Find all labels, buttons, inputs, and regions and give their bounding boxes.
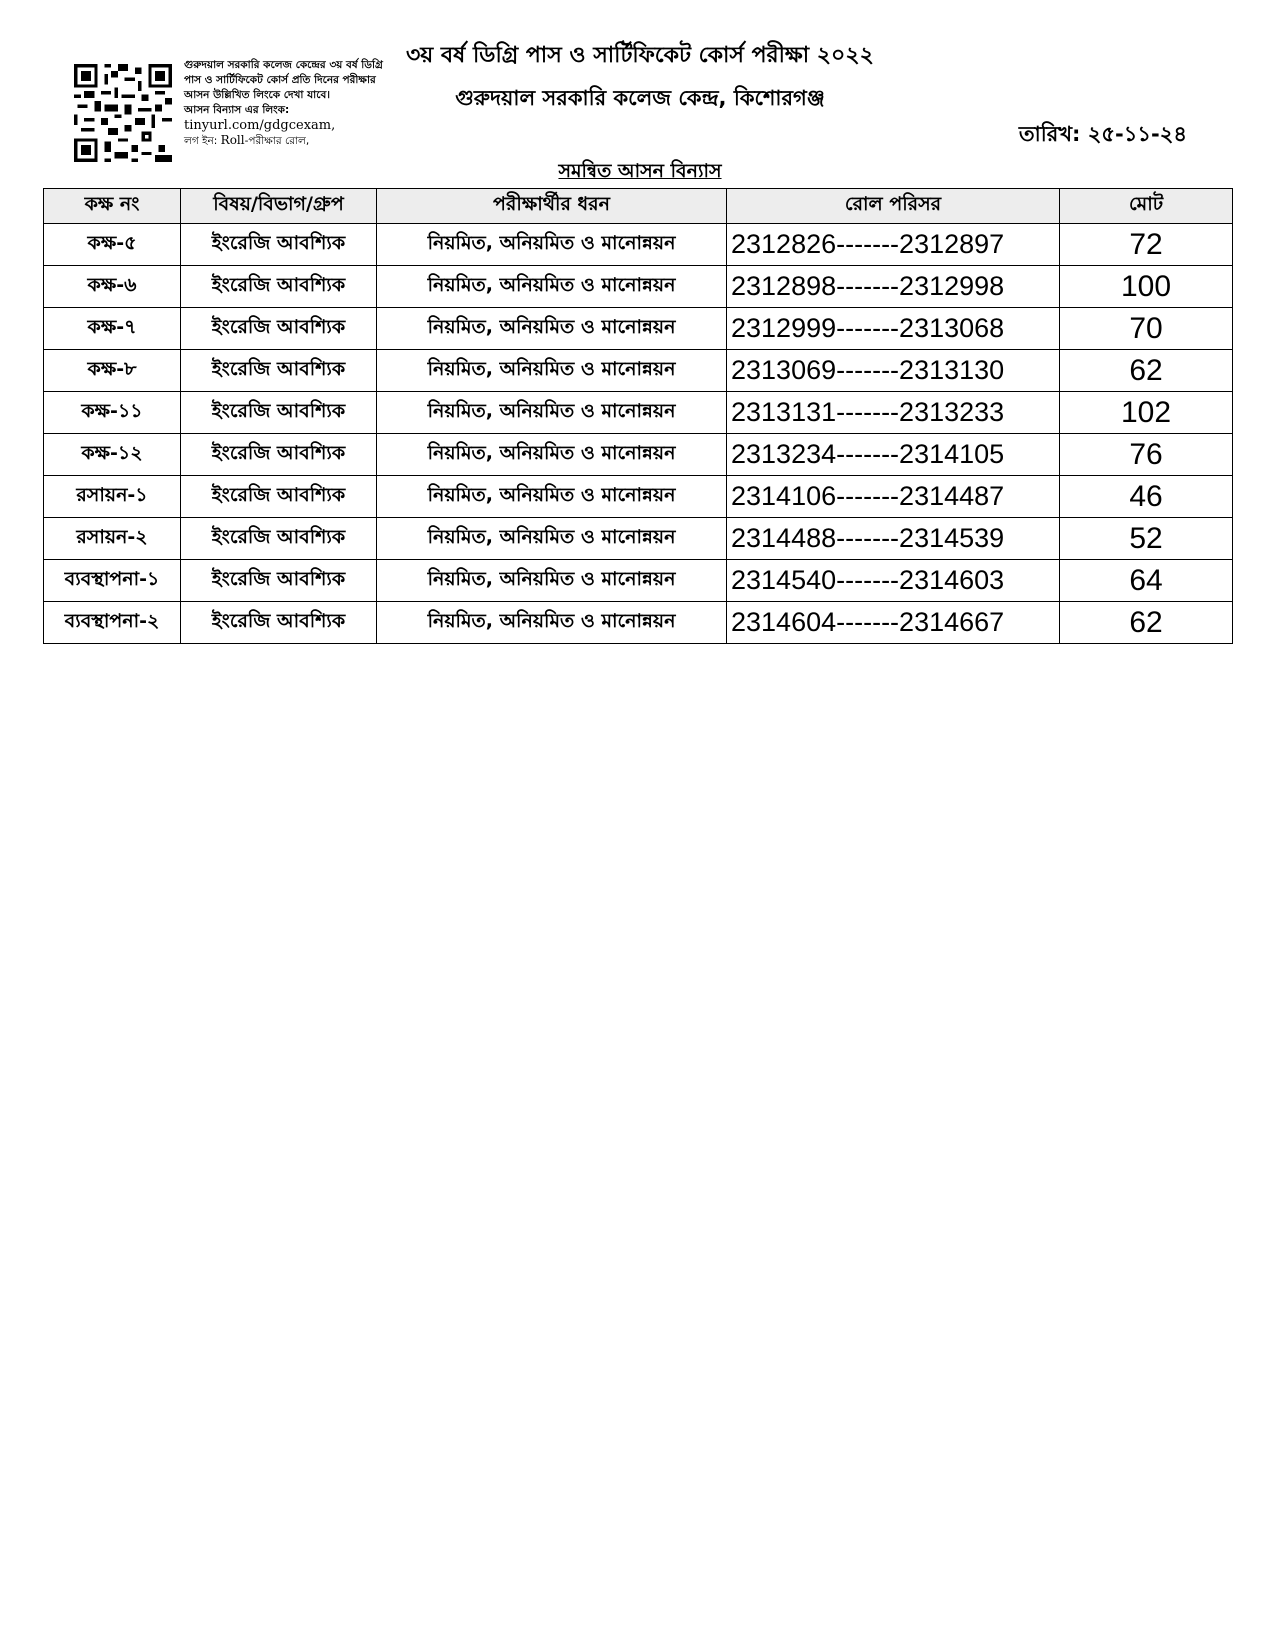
qr-link-label: আসন বিন্যাস এর লিংক: xyxy=(184,104,290,116)
cell-roll-range: 2314106-------2314487 xyxy=(727,476,1060,518)
qr-link-url[interactable]: tinyurl.com/gdgcexam, xyxy=(184,118,336,133)
cell-type: নিয়মিত, অনিয়মিত ও মানোন্নয়ন xyxy=(377,476,727,518)
cell-subject: ইংরেজি আবশ্যিক xyxy=(181,560,377,602)
cell-type: নিয়মিত, অনিয়মিত ও মানোন্নয়ন xyxy=(377,518,727,560)
cell-total: 76 xyxy=(1060,434,1233,476)
cell-type: নিয়মিত, অনিয়মিত ও মানোন্নয়ন xyxy=(377,434,727,476)
table-row xyxy=(44,560,1233,602)
qr-login-hint xyxy=(184,133,384,149)
cell-total: 62 xyxy=(1060,602,1233,644)
exam-date: তারিখ: ২৫-১১-২৪ xyxy=(1018,122,1187,146)
cell-room: কক্ষ-১১ xyxy=(44,392,181,434)
cell-room: রসায়ন-১ xyxy=(44,476,181,518)
cell-room: ব্যবস্থাপনা-২ xyxy=(44,602,181,644)
cell-total: 102 xyxy=(1060,392,1233,434)
cell-subject: ইংরেজি আবশ্যিক xyxy=(181,224,377,266)
cell-subject: ইংরেজি আবশ্যিক xyxy=(181,476,377,518)
cell-room: রসায়ন-২ xyxy=(44,518,181,560)
table-row xyxy=(44,266,1233,308)
cell-room: কক্ষ-৮ xyxy=(44,350,181,392)
cell-room: কক্ষ-৬ xyxy=(44,266,181,308)
cell-total: 100 xyxy=(1060,266,1233,308)
page-subtitle: গুরুদয়াল সরকারি কলেজ কেন্দ্র, কিশোরগঞ্জ xyxy=(455,86,825,110)
qr-code-icon xyxy=(74,64,172,162)
table-row xyxy=(44,350,1233,392)
table-row xyxy=(44,308,1233,350)
table-title xyxy=(330,157,950,189)
col-header-subject: বিষয়/বিভাগ/গ্রুপ xyxy=(181,189,377,224)
cell-subject: ইংরেজি আবশ্যিক xyxy=(181,266,377,308)
table-row xyxy=(44,434,1233,476)
cell-subject: ইংরেজি আবশ্যিক xyxy=(181,602,377,644)
cell-roll-range: 2314488-------2314539 xyxy=(727,518,1060,560)
table-header-row xyxy=(44,189,1233,224)
cell-type: নিয়মিত, অনিয়মিত ও মানোন্নয়ন xyxy=(377,308,727,350)
cell-subject: ইংরেজি আবশ্যিক xyxy=(181,308,377,350)
cell-total: 72 xyxy=(1060,224,1233,266)
login-prefix: লগ ইন: xyxy=(184,135,221,147)
table-row xyxy=(44,602,1233,644)
cell-roll-range: 2312898-------2312998 xyxy=(727,266,1060,308)
cell-roll-range: 2314540-------2314603 xyxy=(727,560,1060,602)
cell-roll-range: 2313234-------2314105 xyxy=(727,434,1060,476)
cell-room: কক্ষ-১২ xyxy=(44,434,181,476)
cell-roll-range: 2312826-------2312897 xyxy=(727,224,1060,266)
login-suffix: -পরীক্ষার রোল, xyxy=(244,135,310,147)
table-row xyxy=(44,518,1233,560)
cell-room: কক্ষ-৭ xyxy=(44,308,181,350)
login-roll: Roll xyxy=(220,133,245,147)
cell-total: 52 xyxy=(1060,518,1233,560)
table-row xyxy=(44,476,1233,518)
page-title: ৩য় বর্ষ ডিগ্রি পাস ও সার্টিফিকেট কোর্স পরীক্ষা ২০২২ xyxy=(406,43,874,68)
col-header-type: পরীক্ষার্থীর ধরন xyxy=(377,189,727,224)
cell-total: 46 xyxy=(1060,476,1233,518)
cell-roll-range: 2313069-------2313130 xyxy=(727,350,1060,392)
table-row xyxy=(44,392,1233,434)
table-row xyxy=(44,224,1233,266)
cell-subject: ইংরেজি আবশ্যিক xyxy=(181,392,377,434)
cell-room: কক্ষ-৫ xyxy=(44,224,181,266)
cell-subject: ইংরেজি আবশ্যিক xyxy=(181,518,377,560)
col-header-total: মোট xyxy=(1060,189,1233,224)
cell-total: 64 xyxy=(1060,560,1233,602)
cell-type: নিয়মিত, অনিয়মিত ও মানোন্নয়ন xyxy=(377,350,727,392)
cell-roll-range: 2312999-------2313068 xyxy=(727,308,1060,350)
cell-total: 62 xyxy=(1060,350,1233,392)
cell-total: 70 xyxy=(1060,308,1233,350)
cell-subject: ইংরেজি আবশ্যিক xyxy=(181,434,377,476)
col-header-room: কক্ষ নং xyxy=(44,189,181,224)
cell-type: নিয়মিত, অনিয়মিত ও মানোন্নয়ন xyxy=(377,224,727,266)
cell-room: ব্যবস্থাপনা-১ xyxy=(44,560,181,602)
seat-plan-table xyxy=(43,188,1233,644)
cell-type: নিয়মিত, অনিয়মিত ও মানোন্নয়ন xyxy=(377,392,727,434)
cell-type: নিয়মিত, অনিয়মিত ও মানোন্নয়ন xyxy=(377,560,727,602)
cell-type: নিয়মিত, অনিয়মিত ও মানোন্নয়ন xyxy=(377,266,727,308)
cell-roll-range: 2314604-------2314667 xyxy=(727,602,1060,644)
cell-subject: ইংরেজি আবশ্যিক xyxy=(181,350,377,392)
table-title-text: সমন্বিত আসন বিন্যাস xyxy=(558,160,722,182)
qr-note-text: গুরুদয়াল সরকারি কলেজ কেন্দ্রের ৩য় বর্ষ ডিগ্রি পাস ও সার্টিফিকেট কোর্স প্রতি দিনের পরীক্ষার আসন উল্লিখিত লিংকে দেখা যাবে। xyxy=(184,59,383,101)
cell-type: নিয়মিত, অনিয়মিত ও মানোন্নয়ন xyxy=(377,602,727,644)
cell-roll-range: 2313131-------2313233 xyxy=(727,392,1060,434)
col-header-roll-range: রোল পরিসর xyxy=(727,189,1060,224)
